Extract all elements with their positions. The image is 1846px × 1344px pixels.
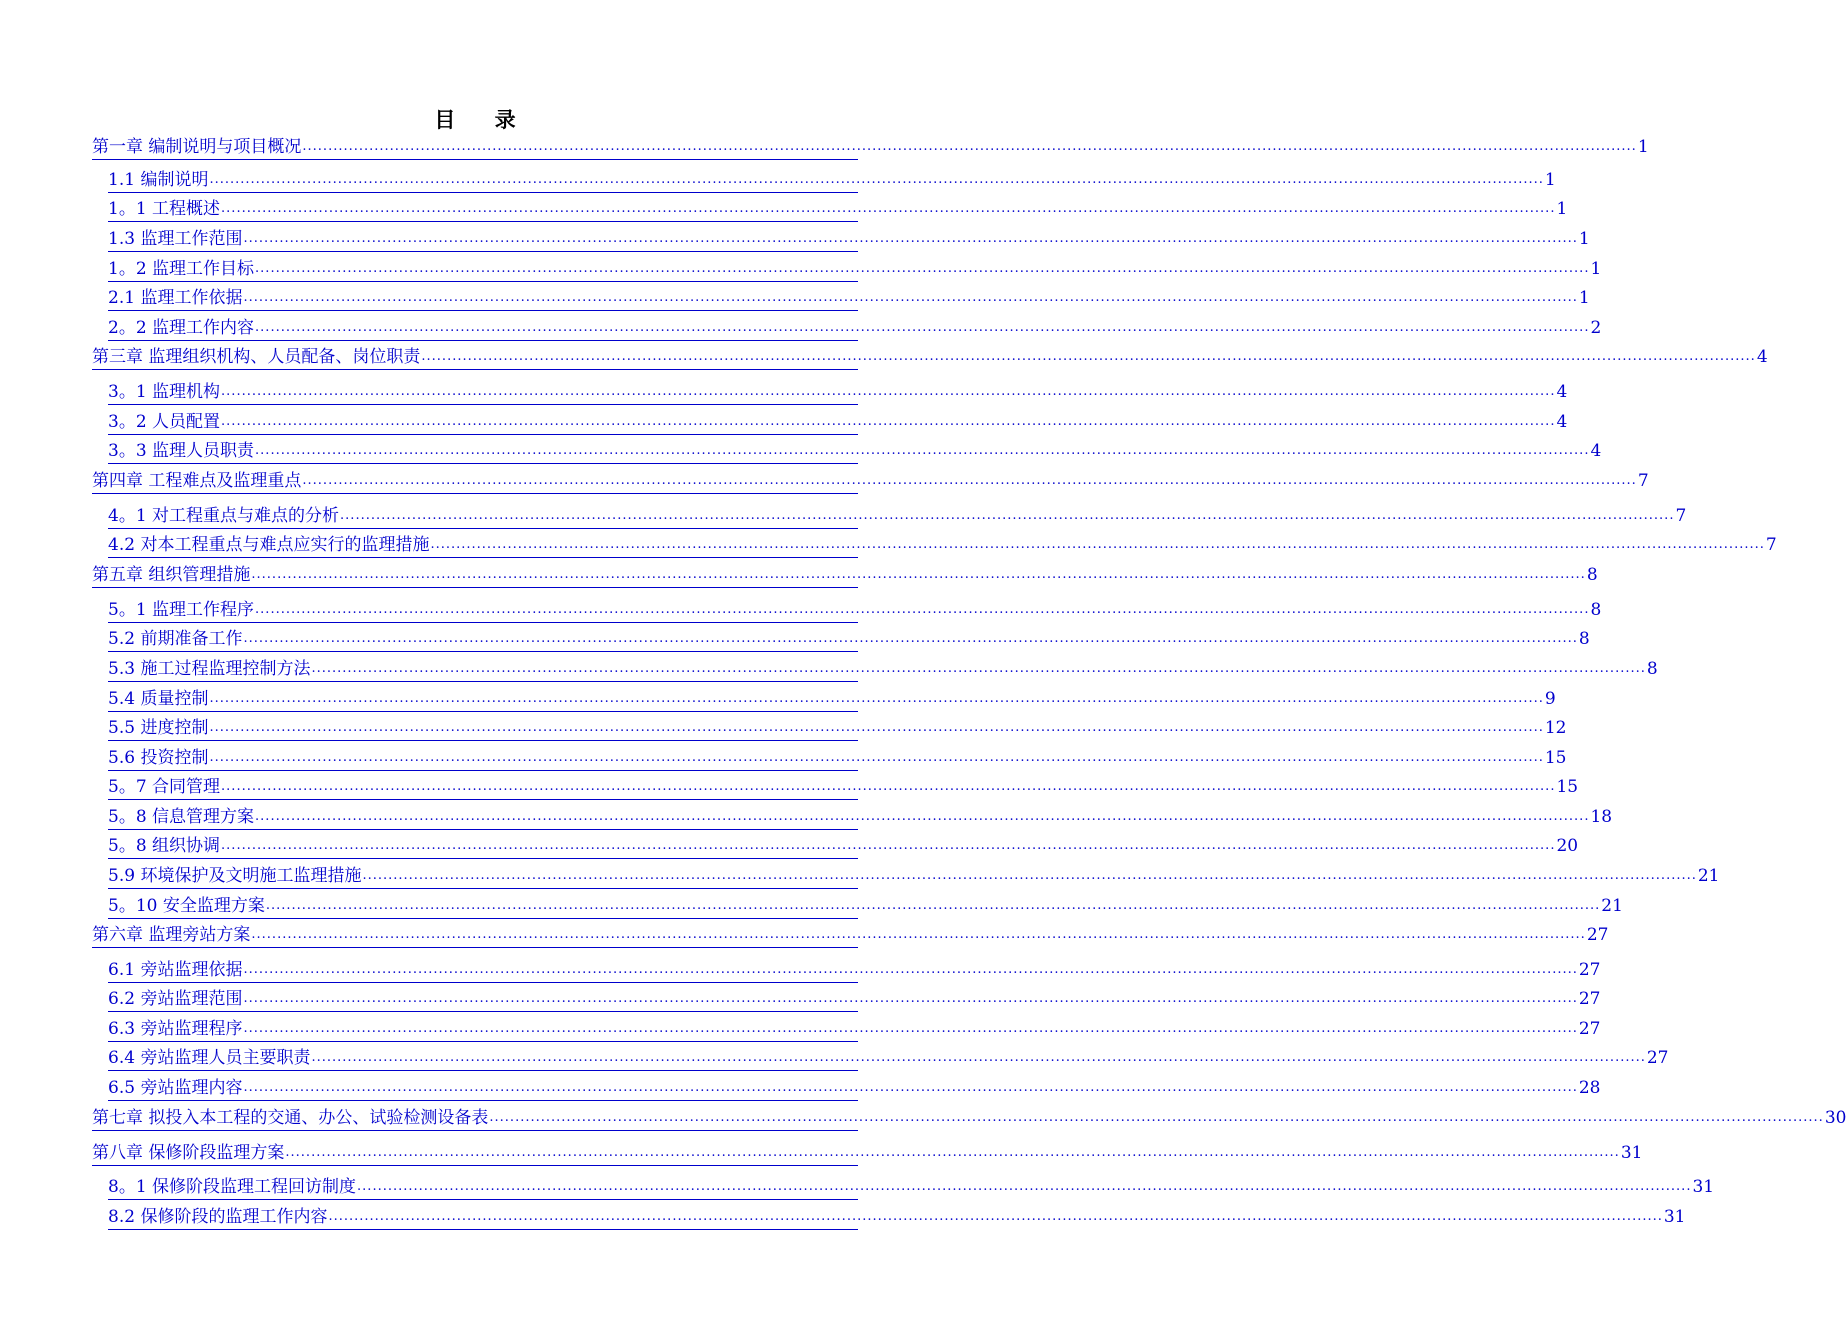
toc-section-link[interactable] xyxy=(108,1018,1601,1042)
toc-dot-leader: .................................................................................................................................................................................................................................................................... xyxy=(340,508,1675,523)
toc-dot-leader: .................................................................................................................................................................................................................................................................... xyxy=(285,1145,1620,1160)
toc-dot-leader: .................................................................................................................................................................................................................................................................... xyxy=(221,384,1556,399)
toc-page-number: 27 xyxy=(1578,960,1601,980)
toc-entry-title: 3。2 人员配置 xyxy=(108,412,221,432)
toc-page-number: 27 xyxy=(1578,1019,1601,1039)
toc-page-number: 15 xyxy=(1544,748,1567,768)
toc-entry-title: 3。1 监理机构 xyxy=(108,382,221,402)
toc-entry-title: 5.2 前期准备工作 xyxy=(108,629,243,649)
toc-entry-title: 6.5 旁站监理内容 xyxy=(108,1078,243,1098)
toc-page-number: 4 xyxy=(1556,382,1568,402)
toc-entry-title: 6.1 旁站监理依据 xyxy=(108,960,243,980)
toc-dot-leader: .................................................................................................................................................................................................................................................................... xyxy=(255,809,1590,824)
toc-section-link[interactable] xyxy=(108,988,1601,1012)
toc-section-link[interactable] xyxy=(108,747,1567,771)
toc-section-link[interactable] xyxy=(108,865,1720,889)
toc-page-number: 8 xyxy=(1578,629,1590,649)
toc-section-link[interactable] xyxy=(108,895,1623,919)
toc-entry-title: 5。8 信息管理方案 xyxy=(108,807,255,827)
toc-entry-title: 第三章 监理组织机构、人员配备、岗位职责 xyxy=(92,347,421,367)
toc-entry-title: 2.1 监理工作依据 xyxy=(108,288,243,308)
toc-page-number: 1 xyxy=(1578,229,1590,249)
toc-page-number: 31 xyxy=(1620,1143,1643,1163)
toc-section-link[interactable] xyxy=(108,198,1568,222)
toc-dot-leader: .................................................................................................................................................................................................................................................................... xyxy=(255,261,1590,276)
toc-dot-leader: .................................................................................................................................................................................................................................................................... xyxy=(209,720,1544,735)
toc-dot-leader: .................................................................................................................................................................................................................................................................... xyxy=(265,898,1601,913)
toc-dot-leader: .................................................................................................................................................................................................................................................................... xyxy=(209,750,1544,765)
toc-entry-title: 第八章 保修阶段监理方案 xyxy=(92,1143,285,1163)
toc-page-number: 31 xyxy=(1692,1177,1715,1197)
toc-entry-title: 3。3 监理人员职责 xyxy=(108,441,255,461)
toc-dot-leader: .................................................................................................................................................................................................................................................................... xyxy=(302,139,1637,154)
toc-entry-title: 6.4 旁站监理人员主要职责 xyxy=(108,1048,311,1068)
toc-entry-title: 4.2 对本工程重点与难点应实行的监理措施 xyxy=(108,535,430,555)
toc-dot-leader: .................................................................................................................................................................................................................................................................... xyxy=(243,1080,1578,1095)
toc-section-link[interactable] xyxy=(108,1047,1669,1071)
toc-entry-title: 8。1 保修阶段监理工程回访制度 xyxy=(108,1177,357,1197)
toc-section-link[interactable] xyxy=(108,287,1590,311)
toc-entry-title: 4。1 对工程重点与难点的分析 xyxy=(108,506,340,526)
toc-page-number: 9 xyxy=(1544,689,1556,709)
toc-section-link[interactable] xyxy=(108,806,1613,830)
toc-section-link[interactable] xyxy=(108,835,1579,859)
toc-dot-leader: .................................................................................................................................................................................................................................................................... xyxy=(328,1209,1663,1224)
toc-entry-title: 6.3 旁站监理程序 xyxy=(108,1019,243,1039)
toc-section-link[interactable] xyxy=(108,776,1579,800)
toc-section-link[interactable] xyxy=(108,599,1602,623)
toc-dot-leader: .................................................................................................................................................................................................................................................................... xyxy=(255,443,1590,458)
toc-page-number: 8 xyxy=(1590,600,1602,620)
toc-section-link[interactable] xyxy=(108,505,1687,529)
toc-section-link[interactable] xyxy=(108,717,1567,741)
toc-page-number: 20 xyxy=(1556,836,1579,856)
toc-entry-title: 5.6 投资控制 xyxy=(108,748,209,768)
toc-chapter-link[interactable] xyxy=(92,1107,1846,1131)
toc-entry-title: 8.2 保修阶段的监理工作内容 xyxy=(108,1207,328,1227)
toc-dot-leader: .................................................................................................................................................................................................................................................................... xyxy=(302,473,1637,488)
toc-dot-leader: .................................................................................................................................................................................................................................................................... xyxy=(251,567,1586,582)
toc-entry-title: 1.1 编制说明 xyxy=(108,170,209,190)
toc-page-number: 4 xyxy=(1590,441,1602,461)
toc-entry-title: 5。1 监理工作程序 xyxy=(108,600,255,620)
toc-dot-leader: .................................................................................................................................................................................................................................................................... xyxy=(357,1179,1692,1194)
toc-dot-leader: .................................................................................................................................................................................................................................................................... xyxy=(209,691,1544,706)
toc-chapter-link[interactable] xyxy=(92,1142,1643,1166)
toc-dot-leader: .................................................................................................................................................................................................................................................................... xyxy=(243,962,1578,977)
toc-entry-title: 5.9 环境保护及文明施工监理措施 xyxy=(108,866,362,886)
toc-page-number: 12 xyxy=(1544,718,1567,738)
toc-entry-title: 5。10 安全监理方案 xyxy=(108,896,265,916)
toc-page-number: 1 xyxy=(1578,288,1590,308)
toc-dot-leader: .................................................................................................................................................................................................................................................................... xyxy=(311,661,1646,676)
toc-section-link[interactable] xyxy=(108,1176,1715,1200)
toc-entry-title: 5.4 质量控制 xyxy=(108,689,209,709)
toc-section-link[interactable] xyxy=(108,440,1602,464)
toc-dot-leader: .................................................................................................................................................................................................................................................................... xyxy=(489,1110,1824,1125)
toc-page-number: 1 xyxy=(1556,199,1568,219)
toc-entry-title: 5。8 组织协调 xyxy=(108,836,221,856)
toc-dot-leader: .................................................................................................................................................................................................................................................................... xyxy=(251,927,1586,942)
toc-dot-leader: .................................................................................................................................................................................................................................................................... xyxy=(243,991,1578,1006)
toc-entry-title: 5.3 施工过程监理控制方法 xyxy=(108,659,311,679)
toc-section-link[interactable] xyxy=(108,169,1556,193)
toc-page-number: 4 xyxy=(1756,347,1768,367)
toc-dot-leader: .................................................................................................................................................................................................................................................................... xyxy=(221,201,1556,216)
toc-page-number: 7 xyxy=(1765,535,1777,555)
toc-entry-title: 1.3 监理工作范围 xyxy=(108,229,243,249)
toc-section-link[interactable] xyxy=(108,258,1602,282)
toc-page-number: 18 xyxy=(1590,807,1613,827)
toc-section-link[interactable] xyxy=(108,381,1568,405)
toc-entry-title: 1。1 工程概述 xyxy=(108,199,221,219)
toc-section-link[interactable] xyxy=(108,411,1568,435)
toc-section-link[interactable] xyxy=(108,534,1777,558)
toc-dot-leader: .................................................................................................................................................................................................................................................................... xyxy=(221,838,1556,853)
toc-entry-title: 第一章 编制说明与项目概况 xyxy=(92,137,302,157)
toc-dot-leader: .................................................................................................................................................................................................................................................................... xyxy=(362,868,1697,883)
toc-entry-title: 1。2 监理工作目标 xyxy=(108,259,255,279)
toc-dot-leader: .................................................................................................................................................................................................................................................................... xyxy=(221,414,1556,429)
toc-chapter-link[interactable] xyxy=(92,924,1609,948)
toc-page-number: 27 xyxy=(1578,989,1601,1009)
toc-section-link[interactable] xyxy=(108,959,1601,983)
toc-chapter-link[interactable] xyxy=(92,136,1649,160)
toc-entry-title: 5.5 进度控制 xyxy=(108,718,209,738)
toc-entry-title: 第六章 监理旁站方案 xyxy=(92,925,251,945)
toc-chapter-link[interactable] xyxy=(92,564,1598,588)
toc-page-number: 30 xyxy=(1824,1108,1846,1128)
toc-page-number: 8 xyxy=(1586,565,1598,585)
toc-page-number: 21 xyxy=(1601,896,1623,916)
toc-page-number: 21 xyxy=(1697,866,1720,886)
toc-section-link[interactable] xyxy=(108,1206,1686,1230)
toc-section-link[interactable] xyxy=(108,317,1602,341)
toc-page-number: 8 xyxy=(1646,659,1658,679)
toc-dot-leader: .................................................................................................................................................................................................................................................................... xyxy=(243,231,1578,246)
toc-page-number: 15 xyxy=(1556,777,1579,797)
toc-page-number: 27 xyxy=(1586,925,1609,945)
toc-dot-leader: .................................................................................................................................................................................................................................................................... xyxy=(243,1021,1578,1036)
toc-page-number: 1 xyxy=(1637,137,1649,157)
toc-dot-leader: .................................................................................................................................................................................................................................................................... xyxy=(221,779,1556,794)
toc-entry-title: 第四章 工程难点及监理重点 xyxy=(92,471,302,491)
toc-page-number: 4 xyxy=(1556,412,1568,432)
toc-page-number: 28 xyxy=(1578,1078,1601,1098)
toc-dot-leader: .................................................................................................................................................................................................................................................................... xyxy=(255,602,1590,617)
toc-entry-title: 6.2 旁站监理范围 xyxy=(108,989,243,1009)
toc-entry-title: 5。7 合同管理 xyxy=(108,777,221,797)
toc-chapter-link[interactable] xyxy=(92,470,1649,494)
toc-dot-leader: .................................................................................................................................................................................................................................................................... xyxy=(243,290,1578,305)
toc-section-link[interactable] xyxy=(108,658,1658,682)
toc-page-number: 1 xyxy=(1544,170,1556,190)
toc-page-number: 2 xyxy=(1590,318,1602,338)
toc-page-number: 31 xyxy=(1663,1207,1686,1227)
toc-page-number: 7 xyxy=(1637,471,1649,491)
toc-section-link[interactable] xyxy=(108,228,1590,252)
toc-section-link[interactable] xyxy=(108,688,1556,712)
toc-page-number: 27 xyxy=(1646,1048,1669,1068)
toc-dot-leader: .................................................................................................................................................................................................................................................................... xyxy=(255,320,1590,335)
toc-dot-leader: .................................................................................................................................................................................................................................................................... xyxy=(311,1050,1646,1065)
toc-dot-leader: .................................................................................................................................................................................................................................................................... xyxy=(430,537,1765,552)
toc-entry-title: 第五章 组织管理措施 xyxy=(92,565,251,585)
toc-title: 目 录 xyxy=(434,107,532,132)
toc-dot-leader: .................................................................................................................................................................................................................................................................... xyxy=(209,172,1544,187)
toc-section-link[interactable] xyxy=(108,628,1590,652)
toc-page-number: 1 xyxy=(1590,259,1602,279)
toc-page-number: 7 xyxy=(1675,506,1687,526)
toc-dot-leader: .................................................................................................................................................................................................................................................................... xyxy=(243,631,1578,646)
toc-dot-leader: .................................................................................................................................................................................................................................................................... xyxy=(421,349,1756,364)
toc-chapter-link[interactable] xyxy=(92,346,1768,370)
toc-entry-title: 2。2 监理工作内容 xyxy=(108,318,255,338)
toc-entry-title: 第七章 拟投入本工程的交通、办公、试验检测设备表 xyxy=(92,1108,489,1128)
toc-section-link[interactable] xyxy=(108,1077,1601,1101)
